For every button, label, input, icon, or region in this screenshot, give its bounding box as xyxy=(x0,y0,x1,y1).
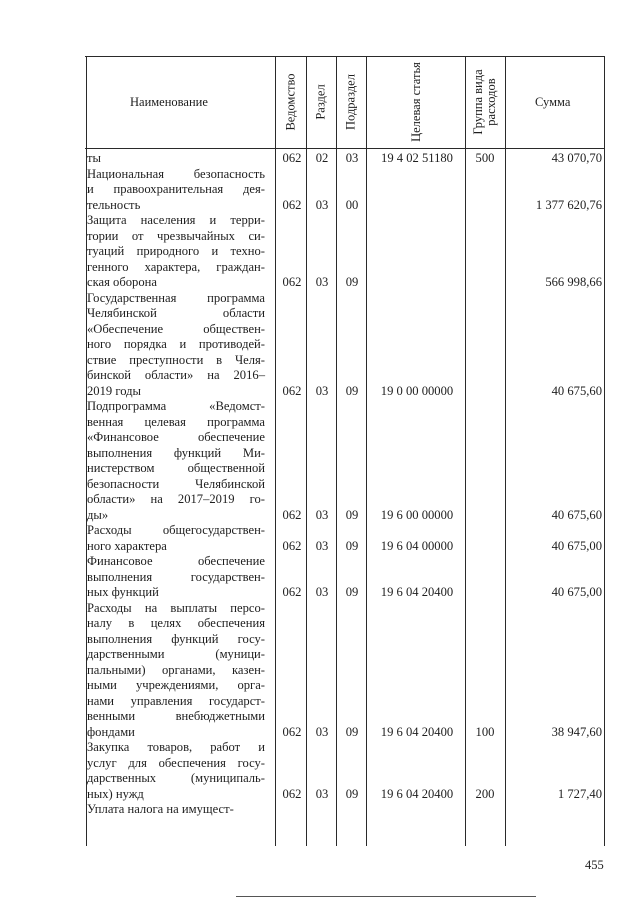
row-name-line: «Финансовое обеспечение xyxy=(87,430,265,444)
row-podrazdel: 03 xyxy=(345,151,359,165)
row-celevaya: 19 6 04 20400 xyxy=(380,786,454,801)
row-podrazdel: 09 xyxy=(345,786,359,801)
page-number: 455 xyxy=(585,858,604,872)
row-celevaya: 19 4 02 51180 xyxy=(381,151,453,165)
row-name-line: налу в целях обеспечения xyxy=(87,616,265,630)
row-razdel: 03 xyxy=(315,724,329,739)
row-name-line: Финансовое обеспечение xyxy=(87,554,265,568)
header-bottom-border xyxy=(85,148,605,149)
row-name-line: Уплата налога на имущест- xyxy=(87,802,234,816)
row-name-line: пальными) органами, казен- xyxy=(87,662,265,677)
row-name-line: выполнения функций госу- xyxy=(87,631,265,646)
table-top-border xyxy=(85,56,605,57)
row-summa: 40 675,60 xyxy=(551,383,602,398)
row-podrazdel: 00 xyxy=(345,197,359,212)
row-name-line: ными учреждениями, орга- xyxy=(87,678,265,692)
row-name-line: выполнения государствен- xyxy=(87,569,265,584)
col-divider xyxy=(275,56,276,846)
row-name-line: «Обеспечение обществен- xyxy=(87,321,265,336)
row-vedomstvo: 062 xyxy=(282,151,302,165)
row-summa: 40 675,00 xyxy=(551,585,602,599)
row-vedomstvo: 062 xyxy=(282,197,302,212)
row-razdel: 03 xyxy=(315,197,329,212)
row-gruppa: 200 xyxy=(475,786,495,801)
header-celevaya-text: Целевая статья xyxy=(409,62,423,142)
row-name xyxy=(87,740,265,802)
header-celevaya xyxy=(409,56,423,148)
row-vedomstvo: 062 xyxy=(282,538,302,553)
col-divider xyxy=(604,56,605,846)
header-name: Наименование xyxy=(130,95,208,109)
row-celevaya: 19 0 00 00000 xyxy=(380,383,454,398)
row-razdel: 03 xyxy=(315,507,329,522)
row-name-line: ты xyxy=(87,151,101,165)
row-podrazdel: 09 xyxy=(345,585,359,599)
row-name-line: дарственных (муниципаль- xyxy=(87,771,265,785)
row-summa: 40 675,60 xyxy=(551,507,602,522)
row-name-line: нами управления государст- xyxy=(87,693,265,708)
row-name-line: области» на 2017–2019 го- xyxy=(87,492,265,506)
row-podrazdel: 09 xyxy=(345,724,359,739)
row-name xyxy=(87,151,265,167)
row-name-line: дарственными (муници- xyxy=(87,647,265,661)
header-summa: Сумма xyxy=(535,95,571,109)
row-summa: 1 377 620,76 xyxy=(535,197,602,212)
row-name-line: выполнения функций Ми- xyxy=(87,445,265,460)
row-name-line: ская оборона xyxy=(87,275,157,289)
row-name-line: услуг для обеспечения госу- xyxy=(87,755,265,770)
row-vedomstvo: 062 xyxy=(282,275,302,289)
row-name-line: Национальная безопасность xyxy=(87,166,265,181)
row-summa: 38 947,60 xyxy=(551,724,602,739)
row-summa: 40 675,00 xyxy=(551,538,602,553)
row-name-line: и правоохранительная дея- xyxy=(87,182,265,196)
row-name-line: туаций природного и техно- xyxy=(87,244,265,258)
row-name xyxy=(87,213,265,291)
row-name-line: Подпрограмма «Ведомст- xyxy=(87,399,265,413)
row-vedomstvo: 062 xyxy=(282,507,302,522)
row-podrazdel: 09 xyxy=(345,507,359,522)
row-razdel: 03 xyxy=(315,786,329,801)
row-podrazdel: 09 xyxy=(345,275,359,289)
row-name-line: генного характера, граждан- xyxy=(87,259,265,274)
row-name xyxy=(87,167,265,214)
row-gruppa: 100 xyxy=(475,724,495,739)
row-gruppa: 500 xyxy=(475,151,495,165)
row-celevaya: 19 6 04 20400 xyxy=(380,585,454,599)
row-razdel: 03 xyxy=(315,275,329,289)
row-name-line: ствие преступности в Челя- xyxy=(87,352,265,367)
row-podrazdel: 09 xyxy=(345,383,359,398)
footer-rule xyxy=(236,896,536,897)
row-podrazdel: 09 xyxy=(345,538,359,553)
row-name-line: нистерством общественной xyxy=(87,461,265,475)
row-celevaya: 19 6 04 20400 xyxy=(380,724,454,739)
row-name-line: ного порядка и противодей- xyxy=(87,337,265,351)
row-name xyxy=(87,601,265,741)
row-name-line: 2019 годы xyxy=(87,383,141,398)
row-name-line: венными внебюджетными xyxy=(87,709,265,723)
row-name-line: Закупка товаров, работ и xyxy=(87,740,265,754)
header-vedomstvo: Ведомство xyxy=(283,73,298,131)
row-name xyxy=(87,554,265,601)
row-name-line: венная целевая программа xyxy=(87,414,265,429)
row-vedomstvo: 062 xyxy=(282,786,302,801)
row-razdel: 03 xyxy=(315,538,329,553)
row-celevaya: 19 6 00 00000 xyxy=(380,507,454,522)
header-gruppa xyxy=(472,59,498,145)
row-name xyxy=(87,523,265,554)
row-name xyxy=(87,291,265,400)
row-razdel: 02 xyxy=(315,151,329,165)
row-vedomstvo: 062 xyxy=(282,585,302,599)
header-razdel: Раздел xyxy=(313,84,328,120)
row-name-line: тельность xyxy=(87,197,141,212)
header-podrazdel: Подраздел xyxy=(343,74,358,130)
row-name-line: ного характера xyxy=(87,538,167,553)
header-gruppa-text: Группа вида расходов xyxy=(471,69,498,135)
row-razdel: 03 xyxy=(315,585,329,599)
row-name-line: Государственная программа xyxy=(87,290,265,305)
row-name-line: ных) нужд xyxy=(87,786,144,801)
row-summa: 43 070,70 xyxy=(551,151,602,165)
row-name-line: ных функций xyxy=(87,585,159,599)
row-vedomstvo: 062 xyxy=(282,383,302,398)
row-name-line: тории от чрезвычайных си- xyxy=(87,228,265,243)
row-name-line: Расходы общегосударствен- xyxy=(87,523,265,537)
row-name xyxy=(87,399,265,523)
row-name xyxy=(87,802,265,818)
row-summa: 566 998,66 xyxy=(545,275,602,289)
row-vedomstvo: 062 xyxy=(282,724,302,739)
row-name-line: ды» xyxy=(87,507,109,522)
row-name-line: бинской области» на 2016– xyxy=(87,368,265,382)
row-razdel: 03 xyxy=(315,383,329,398)
row-summa: 1 727,40 xyxy=(557,786,602,801)
row-name-line: безопасности Челябинской xyxy=(87,476,265,491)
row-name-line: Челябинской области xyxy=(87,306,265,320)
row-celevaya: 19 6 04 00000 xyxy=(380,538,454,553)
row-name-line: Защита населения и терри- xyxy=(87,213,265,227)
row-name-line: фондами xyxy=(87,724,135,739)
row-name-line: Расходы на выплаты персо- xyxy=(87,600,265,615)
